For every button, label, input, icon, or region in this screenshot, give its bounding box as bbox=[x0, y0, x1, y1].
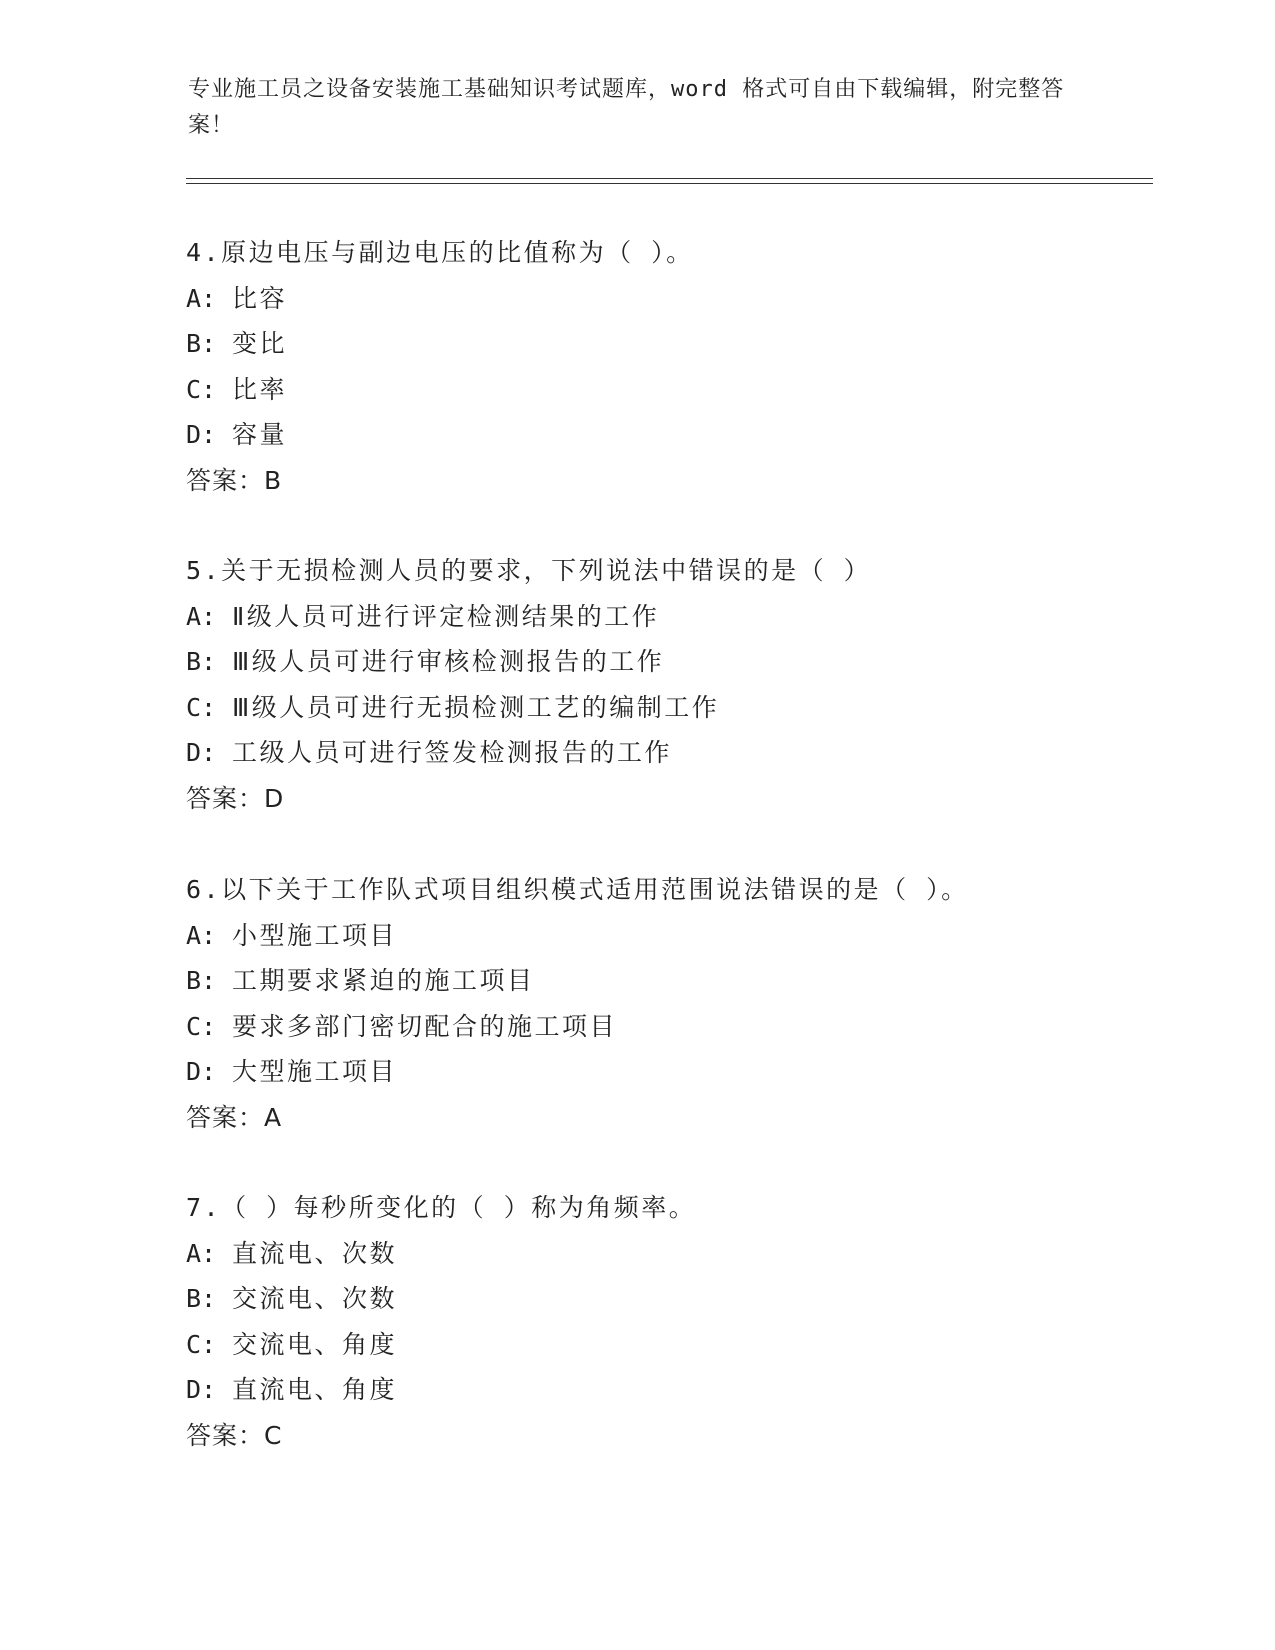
option-letter: D: bbox=[186, 1057, 217, 1086]
option-b bbox=[186, 639, 1146, 685]
option-text: 工级人员可进行签发检测报告的工作 bbox=[232, 738, 673, 767]
header-divider-top bbox=[186, 178, 1153, 179]
option-letter: B: bbox=[186, 1284, 217, 1313]
option-text: 大型施工项目 bbox=[232, 1057, 398, 1086]
question-7 bbox=[186, 1185, 1146, 1458]
answer-line: 答案：C bbox=[186, 1420, 283, 1450]
option-letter: C: bbox=[186, 692, 217, 722]
option-d bbox=[186, 1049, 1146, 1095]
option-c bbox=[186, 685, 1146, 731]
option-c bbox=[186, 367, 1146, 413]
option-text: 小型施工项目 bbox=[232, 920, 398, 950]
option-text: 要求多部门密切配合的施工项目 bbox=[232, 1011, 618, 1041]
option-text: 比容 bbox=[232, 283, 288, 313]
option-d bbox=[186, 730, 1146, 776]
option-b bbox=[186, 1276, 1146, 1322]
option-letter: C: bbox=[186, 1011, 217, 1041]
answer-line: 答案：A bbox=[186, 1102, 283, 1132]
option-letter: B: bbox=[186, 966, 217, 995]
option-text: 交流电、次数 bbox=[232, 1284, 398, 1313]
option-text: Ⅲ级人员可进行无损检测工艺的编制工作 bbox=[232, 692, 720, 722]
option-letter: C: bbox=[186, 1329, 217, 1359]
option-b bbox=[186, 321, 1146, 367]
question-5 bbox=[186, 548, 1146, 821]
option-letter: D: bbox=[186, 738, 217, 767]
option-letter: A: bbox=[186, 920, 217, 950]
question-6 bbox=[186, 867, 1146, 1140]
option-letter: A: bbox=[186, 1238, 217, 1268]
option-text: Ⅲ级人员可进行审核检测报告的工作 bbox=[232, 647, 665, 676]
option-c bbox=[186, 1004, 1146, 1050]
option-d bbox=[186, 412, 1146, 458]
answer-line: 答案：B bbox=[186, 465, 283, 495]
option-a bbox=[186, 913, 1146, 959]
answer-line: 答案：D bbox=[186, 783, 285, 813]
option-text: 变比 bbox=[232, 329, 288, 358]
header-divider-bottom bbox=[186, 183, 1153, 184]
option-letter: A: bbox=[186, 283, 217, 313]
question-4 bbox=[186, 230, 1146, 503]
option-c bbox=[186, 1322, 1146, 1368]
option-letter: B: bbox=[186, 329, 217, 358]
option-letter: B: bbox=[186, 647, 217, 676]
option-text: 交流电、角度 bbox=[232, 1329, 398, 1359]
option-letter: C: bbox=[186, 374, 217, 404]
option-text: 工期要求紧迫的施工项目 bbox=[232, 966, 535, 995]
option-text: 直流电、次数 bbox=[232, 1238, 398, 1268]
option-letter: D: bbox=[186, 1375, 217, 1404]
question-stem: 7.（ ）每秒所变化的（ ）称为角频率。 bbox=[186, 1193, 697, 1222]
option-text: 直流电、角度 bbox=[232, 1375, 398, 1404]
document-header: 专业施工员之设备安装施工基础知识考试题库，word 格式可自由下载编辑，附完整答案！ bbox=[188, 77, 1065, 138]
option-text: 比率 bbox=[232, 374, 288, 404]
question-stem: 4.原边电压与副边电压的比值称为（ ）。 bbox=[186, 238, 694, 267]
option-d bbox=[186, 1367, 1146, 1413]
question-stem: 5.关于无损检测人员的要求，下列说法中错误的是（ ） bbox=[186, 556, 872, 585]
option-a bbox=[186, 594, 1146, 640]
question-stem: 6.以下关于工作队式项目组织模式适用范围说法错误的是（ ）。 bbox=[186, 875, 969, 904]
option-letter: A: bbox=[186, 601, 217, 631]
option-a bbox=[186, 276, 1146, 322]
option-a bbox=[186, 1231, 1146, 1277]
option-b bbox=[186, 958, 1146, 1004]
option-letter: D: bbox=[186, 420, 217, 449]
option-text: 容量 bbox=[232, 420, 288, 449]
option-text: Ⅱ级人员可进行评定检测结果的工作 bbox=[232, 601, 660, 631]
